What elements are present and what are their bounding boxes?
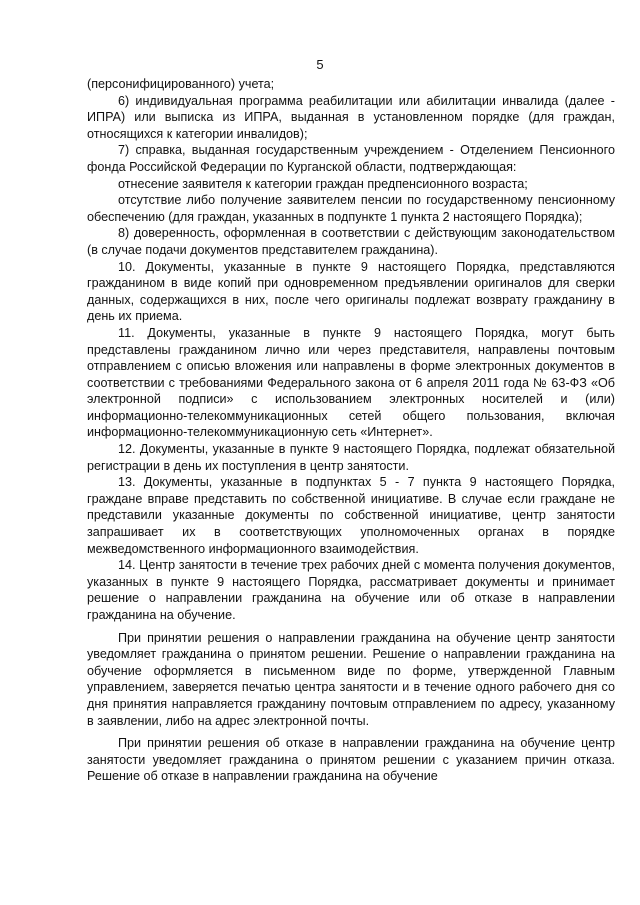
paragraph-clause-12: 12. Документы, указанные в пункте 9 настоящего Порядка, подлежат обязательной регистрации в день их поступления в центр занятости.	[87, 442, 615, 473]
paragraph-clause-10: 10. Документы, указанные в пункте 9 настоящего Порядка, представляются гражданином в виде копий при одновременном предъявлении оригиналов для сверки данных, содержащихся в них, после чего оригиналы подлежат возврату гражданину в день их приема.	[87, 259, 615, 324]
paragraph-decision-approval: При принятии решения о направлении гражданина на обучение центр занятости уведомляет гражданина о принятом решении. Решение о направлении гражданина на обучение оформляется в письменном виде по форме, утвержденной Главным управлением, заверяется печатью центра занятости и в течение одного рабочего дня со дня принятия направляется гражданину почтовым отправлением по адресу, указанному в заявлении, либо на адрес электронной почты.	[87, 630, 615, 728]
paragraph-item-7-pension: отсутствие либо получение заявителем пенсии по государственному пенсионному обеспечению (для граждан, указанных в подпункте 1 пункта 2 настоящего Порядка);	[87, 193, 615, 224]
paragraph-continuation: (персонифицированного) учета;	[87, 77, 275, 91]
paragraph-item-7-preretirement: отнесение заявителя к категории граждан предпенсионного возраста;	[118, 176, 528, 191]
page-number: 5	[316, 57, 324, 72]
paragraph-clause-11: 11. Документы, указанные в пункте 9 настоящего Порядка, могут быть представлены гражданином лично или через представителя, направлены почтовым отправлением с описью вложения или направлены в форме электронных документов в соответствии с требованиями Федерального закона от 6 апреля 2011 года № 63-ФЗ «Об электронной подписи» с использованием электронных носителей и (или) информационно-телекоммуникационных сетей общего пользования, включая информационно-телекоммуникационную сеть «Интернет».	[87, 325, 615, 440]
paragraph-decision-refusal: При принятии решения об отказе в направлении гражданина на обучение центр занятости уведомляет гражданина о принятом решении с указанием причин отказа. Решение об отказе в направлении гражданина на обучение	[87, 736, 615, 784]
paragraph-item-6: 6) индивидуальная программа реабилитации или абилитации инвалида (далее - ИПРА) или выписка из ИПРА, выданная в установленном порядке (для граждан, относящихся к категории инвалидов);	[87, 93, 615, 141]
paragraph-item-7: 7) справка, выданная государственным учреждением - Отделением Пенсионного фонда Российской Федерации по Курганской области, подтверждающая:	[87, 143, 615, 174]
paragraph-clause-13: 13. Документы, указанные в подпунктах 5 - 7 пункта 9 настоящего Порядка, граждане вправе представить по собственной инициативе. В случае если граждане не представили указанные документы по собственной инициативе, центр занятости запрашивает их в соответствующих уполномоченных органах в порядке межведомственного информационного взаимодействия.	[87, 475, 615, 556]
paragraph-clause-14: 14. Центр занятости в течение трех рабочих дней с момента получения документов, указанных в пункте 9 настоящего Порядка, рассматривает документы и принимает решение о направлении гражданина на обучение или об отказе в направлении гражданина на обучение.	[87, 558, 615, 622]
document-body	[87, 76, 615, 785]
paragraph-item-8: 8) доверенность, оформленная в соответствии с действующим законодательством (в случае подачи документов представителем гражданина).	[87, 226, 615, 257]
